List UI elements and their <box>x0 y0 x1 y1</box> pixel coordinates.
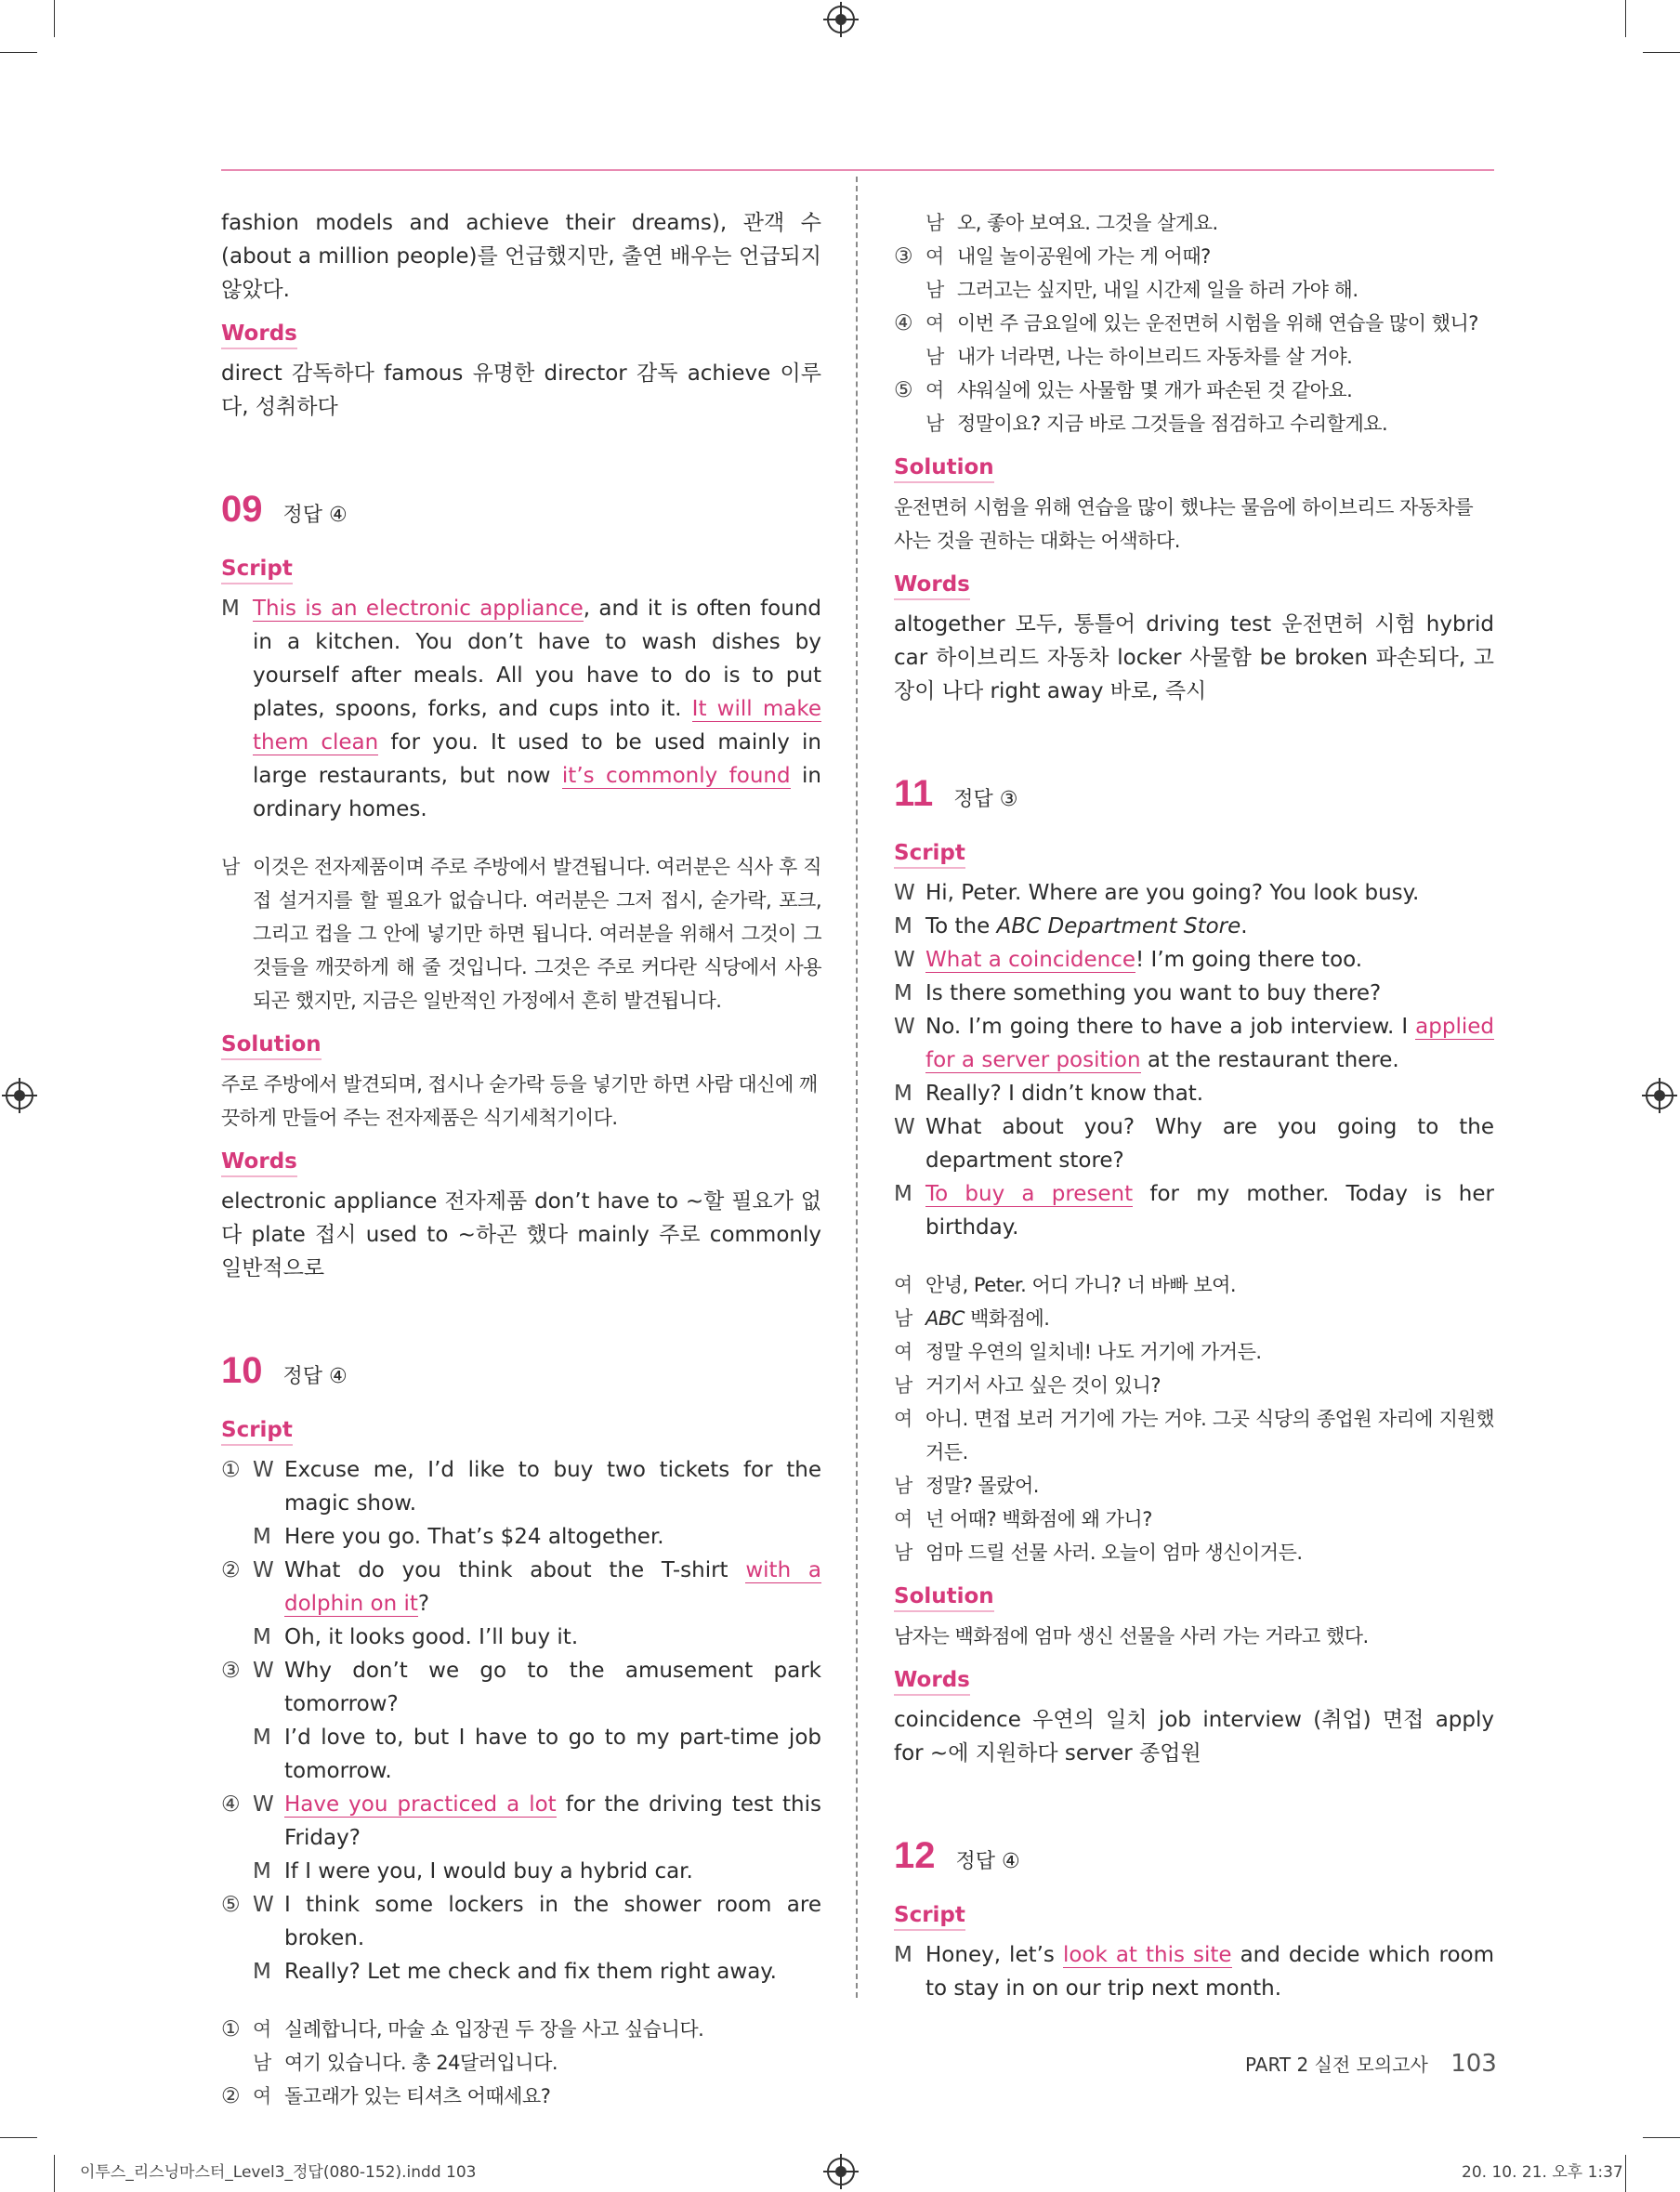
highlight-phrase: with a dolphin on it <box>284 1558 821 1616</box>
script-line: M Is there something you want to buy there? <box>894 981 1382 1005</box>
footer-part-label: PART 2 실전 모의고사 <box>1245 2054 1428 2076</box>
translation-line: 남 오, 좋아 보여요. 그것을 살게요. <box>925 212 1218 234</box>
crop-mark <box>0 52 37 53</box>
translation-line: 남 여기 있습니다. 총 24달러입니다. <box>253 2052 558 2074</box>
script-line: M Really? Let me check and fix them right away. <box>253 1960 777 1984</box>
translation-line: ③ 여 내일 놀이공원에 가는 게 어때? <box>894 244 1211 269</box>
words-label: Words <box>894 572 970 600</box>
solution-text: 주로 주방에서 발견되며, 접시나 숟가락 등을 넣기만 하면 사람 대신에 깨끗하게 만들어 주는 전자제품은 식기세척기이다. <box>221 1073 818 1129</box>
question-number: 10 <box>221 1350 263 1391</box>
crop-mark <box>1625 0 1626 37</box>
crop-mark <box>1625 2155 1626 2192</box>
script-line: W What a coincidence! I’m going there too. <box>894 948 1363 972</box>
page-number: 103 <box>1450 2050 1497 2078</box>
words-list: coincidence 우연의 일치 job interview (취업) 면접 apply for ~에 지원하다 server 종업원 <box>894 1708 1494 1765</box>
script-label: Script <box>894 841 965 869</box>
highlight-phrase: This is an electronic appliance <box>253 597 584 621</box>
solution-label: Solution <box>894 1584 994 1612</box>
script-line: ④ W Have you practiced a lot for the driving test this Friday? <box>221 1792 821 1850</box>
question-header <box>221 489 821 531</box>
question-header <box>221 1350 821 1392</box>
script-label: Script <box>894 1903 965 1931</box>
question-header <box>894 773 1494 815</box>
words-label: Words <box>221 322 297 349</box>
translation-line <box>221 850 821 1017</box>
right-column <box>894 206 1494 2005</box>
script-line: M Honey, let’s look at this site and decide which room to stay in on our trip next month. <box>894 1943 1494 2001</box>
translation-line: 남 거기서 사고 싶은 것이 있니? <box>894 1374 1161 1397</box>
words-label: Words <box>894 1668 970 1696</box>
translation-line: ④ 여 이번 주 금요일에 있는 운전면허 시험을 위해 연습을 많이 했니? <box>894 311 1478 335</box>
crop-mark <box>54 0 55 37</box>
translation-line: ② 여 돌고래가 있는 티셔츠 어때세요? <box>221 2084 551 2108</box>
translation-line: 남 그러고는 싶지만, 내일 시간제 일을 하러 가야 해. <box>925 279 1358 301</box>
script-line: M To the ABC Department Store. <box>894 914 1248 938</box>
script-line: M This is an electronic appliance, and it is often found in a kitchen. You don’t have to wash dishes by yourself after meals. All you have to do is to put plates, spoons, forks, and cups into it. It will make them clean for you. It used to be used mainly in large restaurants, but now it’s commonly found in ordinary homes. <box>221 592 821 826</box>
highlight-phrase: What a coincidence <box>925 948 1135 972</box>
header-rule <box>221 169 1494 171</box>
question-header <box>894 1835 1494 1877</box>
translation-line: 여 안녕, Peter. 어디 가니? 너 바빠 보여. <box>894 1274 1237 1296</box>
highlight-phrase: It will make them clean <box>253 697 821 755</box>
answer-label: 정답 ④ <box>282 504 348 527</box>
answer-label: 정답 ④ <box>282 1365 348 1388</box>
speaker-label: 남 <box>221 856 241 878</box>
registration-mark-icon <box>827 6 855 33</box>
script-line: ② W What do you think about the T-shirt with a dolphin on it? <box>221 1558 821 1616</box>
crop-mark <box>0 2137 37 2138</box>
column-divider <box>856 177 858 1998</box>
words-list: altogether 모두, 통틀어 driving test 운전면허 시험 hybrid car 하이브리드 자동차 locker 사물함 be broken 파손되다, 고장이 나다 right away 바로, 즉시 <box>894 612 1494 703</box>
script-line: M I’d love to, but I have to go to my part-time job tomorrow. <box>253 1726 821 1783</box>
translation-line: 여 정말 우연의 일치네! 나도 거기에 가거든. <box>894 1341 1262 1363</box>
question-number: 09 <box>221 489 263 530</box>
highlight-phrase: Have you practiced a lot <box>284 1792 557 1817</box>
registration-mark-icon <box>6 1082 33 1109</box>
crop-mark <box>54 2155 55 2192</box>
solution-label: Solution <box>894 455 994 483</box>
translation-line: 남 정말이요? 지금 바로 그것들을 점검하고 수리할게요. <box>925 413 1388 435</box>
highlight-phrase: To buy a present <box>925 1182 1134 1206</box>
script-line: M Really? I didn’t know that. <box>894 1082 1204 1106</box>
words-list: direct 감독하다 famous 유명한 director 감독 achieve 이루다, 성취하다 <box>221 361 821 419</box>
answer-label: 정답 ④ <box>955 1850 1020 1873</box>
highlight-phrase: it’s commonly found <box>561 764 791 788</box>
script-label: Script <box>221 1418 293 1446</box>
translation-line: 남 정말? 몰랐어. <box>894 1475 1039 1497</box>
script-line: W No. I’m going there to have a job interview. I applied for a server position at the restaurant there. <box>894 1015 1494 1072</box>
script-line: M Here you go. That’s $24 altogether. <box>253 1525 664 1549</box>
highlight-phrase: look at this site <box>1062 1943 1232 1967</box>
registration-mark-icon <box>1646 1082 1673 1109</box>
left-column <box>221 206 821 2113</box>
translation-text: 이것은 전자제품이며 주로 주방에서 발견됩니다. 여러분은 식사 후 직접 설거지를 할 필요가 없습니다. 여러분은 그저 접시, 숟가락, 포크, 그리고 컵을 그 안에 넣기만 하면 됩니다. 여러분을 위해서 그것이 그것들을 깨끗하게 해 줄 것입니다. 그것은 주로 커다란 식당에서 사용되곤 했지만, 지금은 일반적인 가정에서 흔히 발견됩니다. <box>253 856 821 1012</box>
question-number: 11 <box>894 773 934 814</box>
print-slug-date: 20. 10. 21. 오후 1:37 <box>1462 2163 1623 2182</box>
print-slug-file: 이투스_리스닝마스터_Level3_정답(080-152).indd 103 <box>80 2163 477 2182</box>
intro-text: fashion models and achieve their dreams), 관객 수(about a million people)를 언급했지만, 출연 배우는 언급되지 않았다. <box>221 211 821 302</box>
words-list: electronic appliance 전자제품 don’t have to ~할 필요가 없다 plate 접시 used to ~하곤 했다 mainly 주로 commonly 일반적으로 <box>221 1189 821 1280</box>
translation-line: 남 ABC 백화점에. <box>894 1307 1050 1330</box>
script-line: W What about you? Why are you going to the department store? <box>894 1115 1494 1173</box>
crop-mark <box>1643 52 1680 53</box>
translation-line: ① 여 실례합니다, 마술 쇼 입장권 두 장을 사고 싶습니다. <box>221 2017 704 2041</box>
script-line: W Hi, Peter. Where are you going? You look busy. <box>894 881 1420 905</box>
solution-text: 운전면허 시험을 위해 연습을 많이 했냐는 물음에 하이브리드 자동차를 사는 것을 권하는 대화는 어색하다. <box>894 496 1474 552</box>
highlight-phrase: applied for a server position <box>925 1015 1494 1072</box>
translation-line: ⑤ 여 샤워실에 있는 사물함 몇 개가 파손된 것 같아요. <box>894 378 1353 402</box>
registration-mark-icon <box>827 2158 855 2185</box>
script-line: ① W Excuse me, I’d like to buy two tickets for the magic show. <box>221 1458 821 1516</box>
question-number: 12 <box>894 1835 936 1876</box>
crop-mark <box>1643 2137 1680 2138</box>
solution-label: Solution <box>221 1032 322 1060</box>
translation-line: 남 내가 너라면, 나는 하이브리드 자동차를 살 거야. <box>925 346 1353 368</box>
solution-text: 남자는 백화점에 엄마 생신 선물을 사러 가는 거라고 했다. <box>894 1625 1369 1647</box>
translation-line: 남 엄마 드릴 선물 사러. 오늘이 엄마 생신이거든. <box>894 1542 1303 1564</box>
translation-line: 여 아니. 면접 보러 거기에 가는 거야. 그곳 식당의 종업원 자리에 지원했거든. <box>894 1408 1494 1464</box>
page-footer <box>1245 2050 1497 2078</box>
script-line: M If I were you, I would buy a hybrid car. <box>253 1859 693 1884</box>
script-line: M Oh, it looks good. I’ll buy it. <box>253 1625 579 1649</box>
answer-label: 정답 ③ <box>953 788 1018 811</box>
script-label: Script <box>221 557 293 584</box>
script-line: M To buy a present for my mother. Today is her birthday. <box>894 1182 1494 1240</box>
script-line: ③ W Why don’t we go to the amusement park tomorrow? <box>221 1659 821 1716</box>
words-label: Words <box>221 1149 297 1177</box>
speaker-label: M <box>221 597 240 621</box>
script-line: ⑤ W I think some lockers in the shower room are broken. <box>221 1893 821 1950</box>
translation-line: 여 넌 어때? 백화점에 왜 가니? <box>894 1508 1152 1530</box>
